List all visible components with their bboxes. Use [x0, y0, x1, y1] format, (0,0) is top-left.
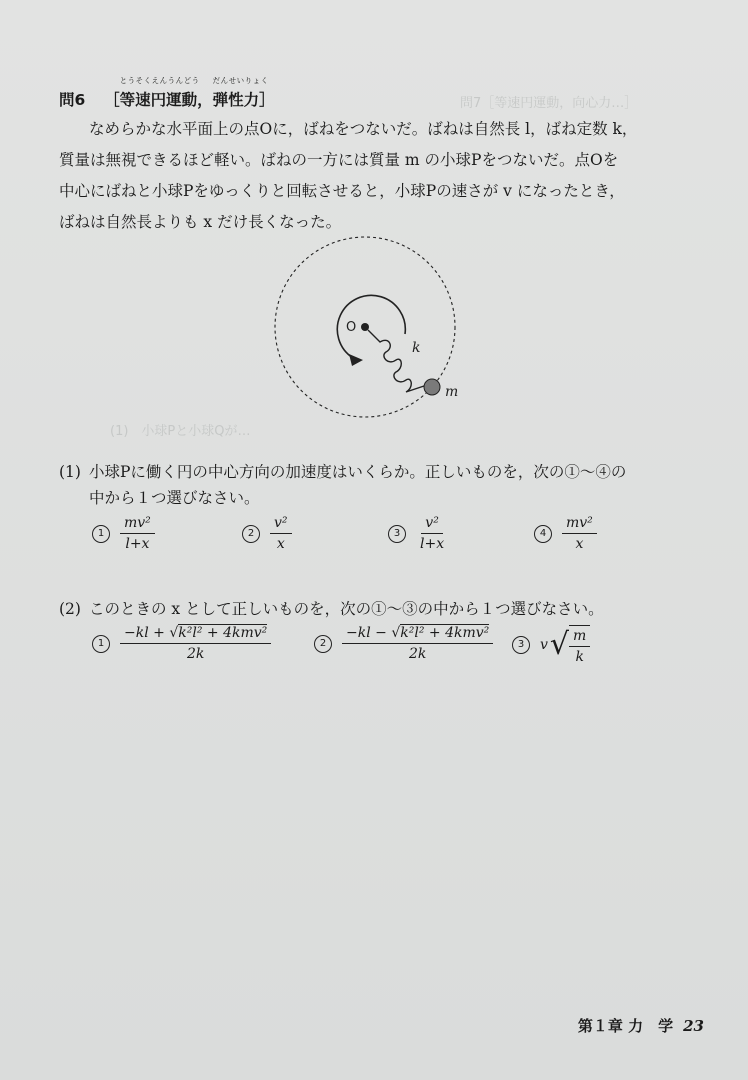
- label-o: O: [346, 320, 357, 335]
- fraction: $\frac{\text{mv²}}{l+x}$: [120, 515, 155, 552]
- arrowhead-icon: [349, 354, 363, 366]
- q1-option-4[interactable]: [534, 515, 597, 552]
- question-1-line2: 中から１つ選びなさい。: [89, 489, 260, 507]
- bracket-open: ［: [104, 91, 120, 109]
- fraction: $\frac{\text{mv²}}{x}$: [562, 515, 597, 552]
- problem-number: 問6: [59, 91, 86, 109]
- statement-line: ばねは自然長よりも x だけ長くなった。: [59, 213, 342, 231]
- q2-option-1[interactable]: [92, 625, 271, 662]
- circular-motion-diagram: [268, 236, 468, 436]
- statement-line: 中心にばねと小球Pをゆっくりと回転させると，小球Pの速さが v になったとき，: [59, 182, 625, 200]
- choice-mark: 2: [314, 635, 332, 653]
- bleed-through-text: 問7［等速円運動，向心力…］: [460, 96, 638, 111]
- ruby-reading: だんせいりょく: [212, 76, 269, 85]
- fraction: $\frac{\text{v²}}{x}$: [270, 515, 292, 552]
- choice-mark: 4: [534, 525, 552, 543]
- choice-mark: 1: [92, 635, 110, 653]
- topic-separator: ，: [197, 91, 213, 109]
- choice-mark: 3: [388, 525, 406, 543]
- statement-line: なめらかな水平面上の点Oに，ばねをつないだ。ばねは自然長 l，ばね定数 k，: [89, 120, 638, 138]
- topic-uniform-circular-motion: とうそくえんうんどう 等速円運動: [119, 76, 200, 109]
- label-k: k: [412, 340, 421, 356]
- fraction: $\frac{m}{k}$: [569, 625, 590, 665]
- question-number: (2): [59, 600, 81, 618]
- q1-option-1[interactable]: [92, 515, 155, 552]
- chapter-title: 第１章 力 学: [577, 1017, 674, 1035]
- question-number: (1): [59, 463, 81, 481]
- bleed-through-text: (1) 小球Pと小球Qが…: [110, 424, 251, 439]
- choice-mark: 1: [92, 525, 110, 543]
- velocity-symbol: v: [540, 637, 548, 653]
- question-1: (1) 小球Pに働く円の中心方向の加速度はいくらか。正しいものを，次の①～④の: [59, 463, 627, 481]
- spring-icon: [368, 330, 430, 392]
- bracket-close: ］: [259, 91, 275, 109]
- ruby-reading: とうそくえんうんどう: [119, 76, 200, 85]
- question-2: (2) このときの x として正しいものを，次の①～③の中から１つ選びなさい。: [59, 600, 604, 618]
- statement-line: 質量は無視できるほど軽い。ばねの一方には質量 m の小球Pをつないだ。点Oを: [59, 151, 619, 169]
- fraction: $\frac{\text{−kl + √k²l² + 4kmv²}}{2k}$: [120, 625, 271, 662]
- q1-option-2[interactable]: [242, 515, 292, 552]
- fraction: $\frac{\text{v²}}{l+x}$: [420, 515, 445, 552]
- page-footer: [578, 1015, 704, 1036]
- problem-statement: [59, 114, 709, 238]
- q1-option-3[interactable]: [388, 515, 448, 552]
- q2-option-3[interactable]: [512, 625, 590, 665]
- choice-mark: 3: [512, 636, 530, 654]
- sqrt-sign-icon: √: [549, 627, 570, 662]
- fraction: $\frac{\text{−kl − √k²l² + 4kmv²}}{2k}$: [342, 625, 493, 662]
- page-number: 23: [683, 1017, 704, 1035]
- choice-mark: 2: [242, 525, 260, 543]
- problem-header: [59, 76, 275, 110]
- label-m: m: [445, 384, 459, 400]
- topic-elastic-force: だんせいりょく 弾性力: [212, 76, 269, 109]
- q2-option-2[interactable]: [314, 625, 493, 662]
- center-point-o: [361, 323, 369, 331]
- ball-p: [424, 379, 440, 395]
